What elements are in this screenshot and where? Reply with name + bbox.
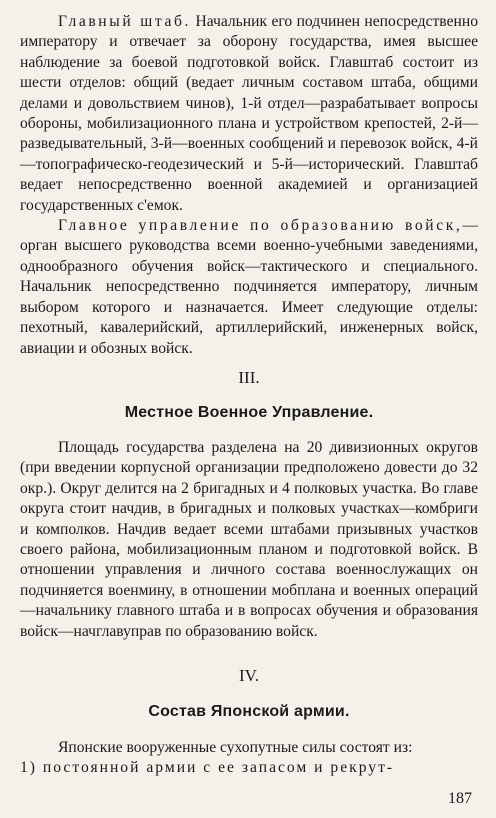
term-education-directorate: Главное управление по образованию войск, [58, 217, 463, 235]
section-title-japanese-army: Состав Японской армии. [148, 703, 350, 720]
page-number: 187 [448, 790, 472, 807]
section-three-title-wrap [20, 404, 478, 422]
text-block-army [20, 738, 478, 779]
section-four-heading [20, 666, 478, 686]
paragraph-local-administration: Площадь государства разделена на 20 дивизионных округов (при введении корпусной организации предположено довести до 32 окр.). Округ делится на 2 бригадных и 4 полковых участка. Во главе округа стоит начдив, в бригадных и полковых участках—комбриги и комполков. Начдив ведает всеми штабами призывных участков своего района, мобилизационным планом и подготовкой войск. В отношении управления и личного состава военнослужащих он подчиняется военмину, в отношении мобплана и военных операций—начальнику главного штаба и в вопросах обучения и образования войск—начглавуправ по образованию войск. [20, 439, 478, 640]
paragraph-army-line1: Японские вооруженные сухопутные силы состоят из: [58, 739, 413, 756]
section-title-local-military: Местное Военное Управление. [124, 404, 374, 421]
text-block-upper [20, 12, 478, 359]
section-four-title-wrap [20, 703, 478, 721]
paragraph-education-directorate [20, 216, 478, 359]
section-three-heading [20, 368, 478, 388]
section-numeral-3: III. [238, 368, 260, 387]
term-main-staff: Главный штаб. [58, 13, 192, 30]
paragraph-army-line2: 1) постоянной армии с ее запасом и рекрут- [20, 759, 395, 777]
paragraph-education-directorate-body: —орган высшего руководства всеми военно-учебными заведениями, однообразного обучения войск—тактического и специального. Начальник непосредственно подчиняется императору, личным выбором которого и назначается. Имеет следующие отделы: пехотный, кавалерийский, артиллерийский, инженерных войск, авиации и обозных войск. [20, 217, 478, 357]
section-numeral-4: IV. [239, 666, 259, 685]
text-block-local [20, 438, 478, 642]
paragraph-main-staff-body: Начальник его подчинен непосредственно императору и отвечает за оборону государства, имея высшее наблюдение за боевой подготовкой войск. Главштаб состоит из шести отделов: общий (ведает личным составом штаба, общими делами и довольствием чинов), 1-й отдел—разрабатывает вопросы обороны, мобилизационного плана и устройством крепостей, 2-й—разведывательный, 3-й—военных сообщений и перевозок войск, 4-й—топографическо-геодезический и 5-й—исторический. Главштаб ведает непосредственно военной академией и организацией государственных с'емок. [20, 13, 478, 214]
paragraph-main-staff [20, 12, 478, 216]
